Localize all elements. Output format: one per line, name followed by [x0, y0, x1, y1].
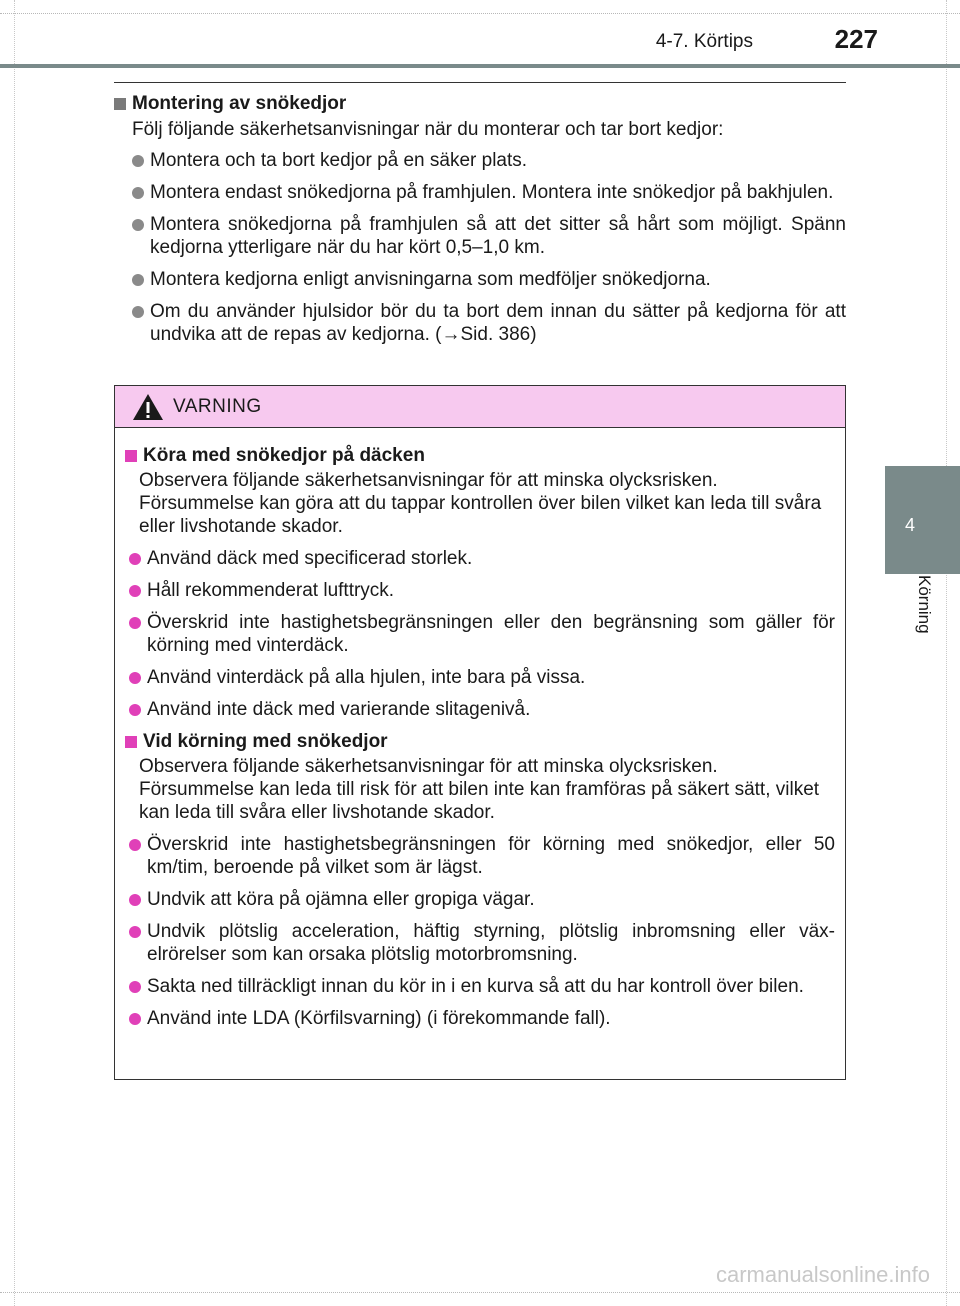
list-item-text: Undvik plötslig acceleration, häftig styrning, plötslig inbromsning eller väx-elrörelser som kan orsaka plötslig motorbromsning. [147, 921, 835, 965]
watermark: carmanualsonline.info [715, 1262, 930, 1287]
list-item [114, 181, 846, 204]
section-title: 4-7. Körtips [655, 31, 753, 52]
list-item-text: Överskrid inte hastighetsbegränsningen eller den begränsning som gäller för körning med vinterdäck. [147, 612, 835, 656]
chapter-label: Körning [915, 575, 934, 634]
bullet-dot-icon [132, 274, 144, 286]
warning-intro-2: Observera följande säkerhetsanvisningar för att minska olycksrisken. Försummelse kan leda till risk för att bilen inte kan framföras på säkert sätt, vilket kan leda till svåra eller livshotande skador. [139, 756, 820, 823]
chapter-number: 4 [904, 515, 915, 535]
list-item [125, 547, 835, 570]
list-item-text: Montera snökedjorna på framhjulen så att det sitter så hårt som möjligt. Spänn kedjorna ytterligare när du har kört 0,5–1,0 km. [150, 214, 846, 258]
list-item-text: Montera kedjorna enligt anvisningarna som medföljer snökedjorna. [150, 269, 711, 290]
list-item [125, 975, 835, 998]
crop-line-top [0, 13, 960, 14]
heading-text: Montering av snökedjor [132, 93, 347, 114]
heading-text: Köra med snökedjor på däcken [143, 445, 425, 466]
bullet-dot-icon [129, 585, 141, 597]
list-item [125, 1007, 835, 1030]
heading-text: Vid körning med snökedjor [143, 731, 388, 752]
crop-line-left [14, 0, 15, 1306]
crop-line-right [946, 0, 947, 1306]
list-item [114, 149, 846, 172]
list-item-text: Om du använder hjulsidor bör du ta bort dem innan du sätter på kedjorna för att undvika att de repas av kedjorna. (→Sid. 386) [150, 301, 846, 345]
warning-intro-1: Observera följande säkerhetsanvisningar för att minska olycksrisken. Försummelse kan göra att du tappar kontrollen över bilen vilket kan leda till svåra eller livshotande skador. [139, 470, 822, 537]
list-item-text: Sakta ned tillräckligt innan du kör in i en kurva så att du har kontroll över bilen. [147, 976, 804, 997]
list-item [114, 300, 846, 346]
warning-heading-2 [125, 730, 835, 753]
list-item-text: Håll rekommenderat lufttryck. [147, 580, 395, 601]
bullet-dot-icon [129, 1013, 141, 1025]
list-item [125, 611, 835, 657]
content-rule [114, 82, 846, 83]
list-item-text: Använd inte däck med varierande slitagenivå. [147, 699, 531, 720]
section-heading [114, 92, 846, 115]
bullet-dot-icon [129, 704, 141, 716]
warning-title: VARNING [173, 395, 262, 417]
bullet-dot-icon [129, 617, 141, 629]
list-item-text: Använd inte LDA (Körfilsvarning) (i förekommande fall). [147, 1008, 611, 1029]
bullet-dot-icon [132, 219, 144, 231]
square-bullet-icon [114, 98, 126, 110]
list-item [125, 833, 835, 879]
header-rule [0, 64, 960, 68]
warning-box [114, 385, 846, 1080]
bullet-dot-icon [129, 672, 141, 684]
intro-text: Följ följande säkerhetsanvisningar när du monterar och tar bort kedjor: [132, 119, 724, 140]
list-item-text: Montera och ta bort kedjor på en säker plats. [150, 150, 528, 171]
list-item [125, 888, 835, 911]
bullet-dot-icon [129, 981, 141, 993]
list-item-text: Montera endast snökedjorna på framhjulen. Montera inte snökedjor på bakhjulen. [150, 182, 834, 203]
warning-body [115, 428, 845, 1030]
list-item-text: Undvik att köra på ojämna eller gropiga vägar. [147, 889, 535, 910]
bullet-dot-icon [129, 894, 141, 906]
bullet-dot-icon [129, 553, 141, 565]
warning-header [115, 386, 845, 428]
list-item [125, 920, 835, 966]
list-item [125, 579, 835, 602]
main-content [114, 92, 846, 355]
crop-line-bottom [0, 1292, 960, 1293]
bullet-dot-icon [132, 306, 144, 318]
square-bullet-icon [125, 450, 137, 462]
warning-triangle-icon [131, 392, 165, 422]
list-item-text: Överskrid inte hastighetsbegränsningen för körning med snökedjor, eller 50 km/tim, beroende på vilket som är lägst. [147, 834, 835, 878]
list-item [125, 666, 835, 689]
list-item-text: Använd vinterdäck på alla hjulen, inte bara på vissa. [147, 667, 586, 688]
page-number: 227 [834, 24, 878, 54]
list-item [125, 698, 835, 721]
bullet-dot-icon [132, 187, 144, 199]
list-item [114, 268, 846, 291]
warning-heading-1 [125, 444, 835, 467]
list-item-text: Använd däck med specificerad storlek. [147, 548, 473, 569]
bullet-dot-icon [132, 155, 144, 167]
bullet-dot-icon [129, 839, 141, 851]
bullet-dot-icon [129, 926, 141, 938]
list-item [114, 213, 846, 259]
square-bullet-icon [125, 736, 137, 748]
